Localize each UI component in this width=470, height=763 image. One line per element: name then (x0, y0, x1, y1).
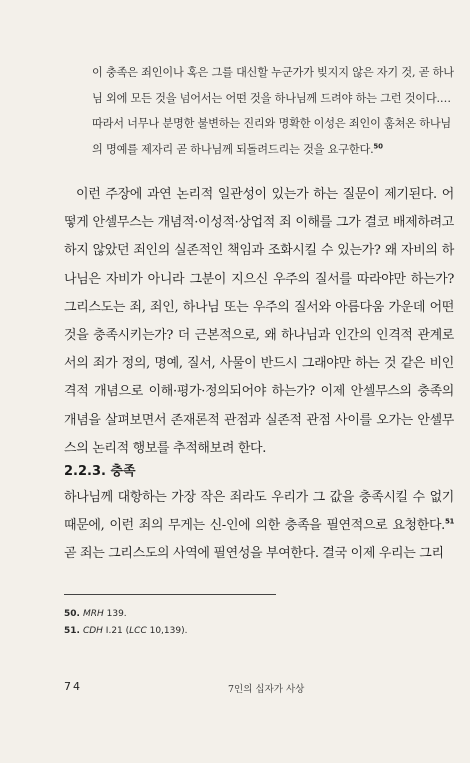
quote-line: 따라서 너무나 분명한 불변하는 진리와 명확한 이성은 죄인이 훔쳐온 하나님 (92, 117, 452, 131)
block-quote (92, 60, 454, 162)
quote-line (92, 137, 454, 163)
footnote-ref: 51 (444, 517, 454, 526)
page-number: 74 (64, 680, 82, 693)
paragraph-text: 이런 주장에 과연 논리적 일관성이 있는가 하는 질문이 제기된다. 어떻게 안셀무스는 개념적·이성적·상업적 죄 이해를 그가 결코 배제하려고 하지 않았던 죄인의 실존적인 책임과 조화시킬 수 있는가? 왜 자비의 하나님은 자비가 아니라 그분이 지으신 우주의 질서를 따라야만 하는가? 그리스도는 죄, 죄인, 하나님 또는 우주의 질서와 아름다움 가운데 어떤 것을 충족시키는가? 더 근본적으로, 왜 하나님과 인간의 인격적 관계로서의 죄가 정의, 명예, 질서, 사물이 반드시 그래야만 하는 것 같은 비인격적 개념으로 이해·평가·정의되어야 하는가? 이제 안셀무스의 충족의 개념을 살펴보면서 존재론적 관점과 실존적 관점 사이를 오가는 안셀무스의 논리적 행보를 추적해보려 한다. (64, 187, 454, 456)
running-title: 7인의 십자가 사상 (228, 684, 305, 695)
footnote-item: 51. CDH I.21 (LCC 10,139). (64, 626, 188, 636)
quote-line: 이 충족은 죄인이나 혹은 그를 대신할 누군가가 빚지지 않은 자기 것, 곧 하나 (92, 66, 454, 79)
footnote-ref: 50 (373, 142, 383, 151)
quote-line-text: 의 명예를 제자리 곧 하나님께 되돌려드리는 것을 요구한다. (92, 142, 374, 156)
paragraph (64, 181, 454, 463)
section-heading: 2.2.3. 충족 (64, 464, 136, 479)
footnote-divider (64, 594, 276, 595)
quote-line: 님 외에 모든 것을 넘어서는 어떤 것을 하나님께 드려야 하는 그런 것이다.… (92, 91, 451, 105)
section-text: 하나님께 대항하는 가장 작은 죄라도 우리가 그 값을 충족시킬 수 없기 때문에, 이런 죄의 무게는 신-인에 의한 충족을 필연적으로 요청한다. (64, 490, 454, 533)
section-paragraph (64, 484, 454, 568)
footnote-item: 50. MRH 139. (64, 609, 127, 619)
footnotes (64, 606, 454, 640)
section-text-continued: 곧 죄는 그리스도의 사역에 필연성을 부여한다. 결국 이제 우리는 그리 (64, 546, 444, 561)
